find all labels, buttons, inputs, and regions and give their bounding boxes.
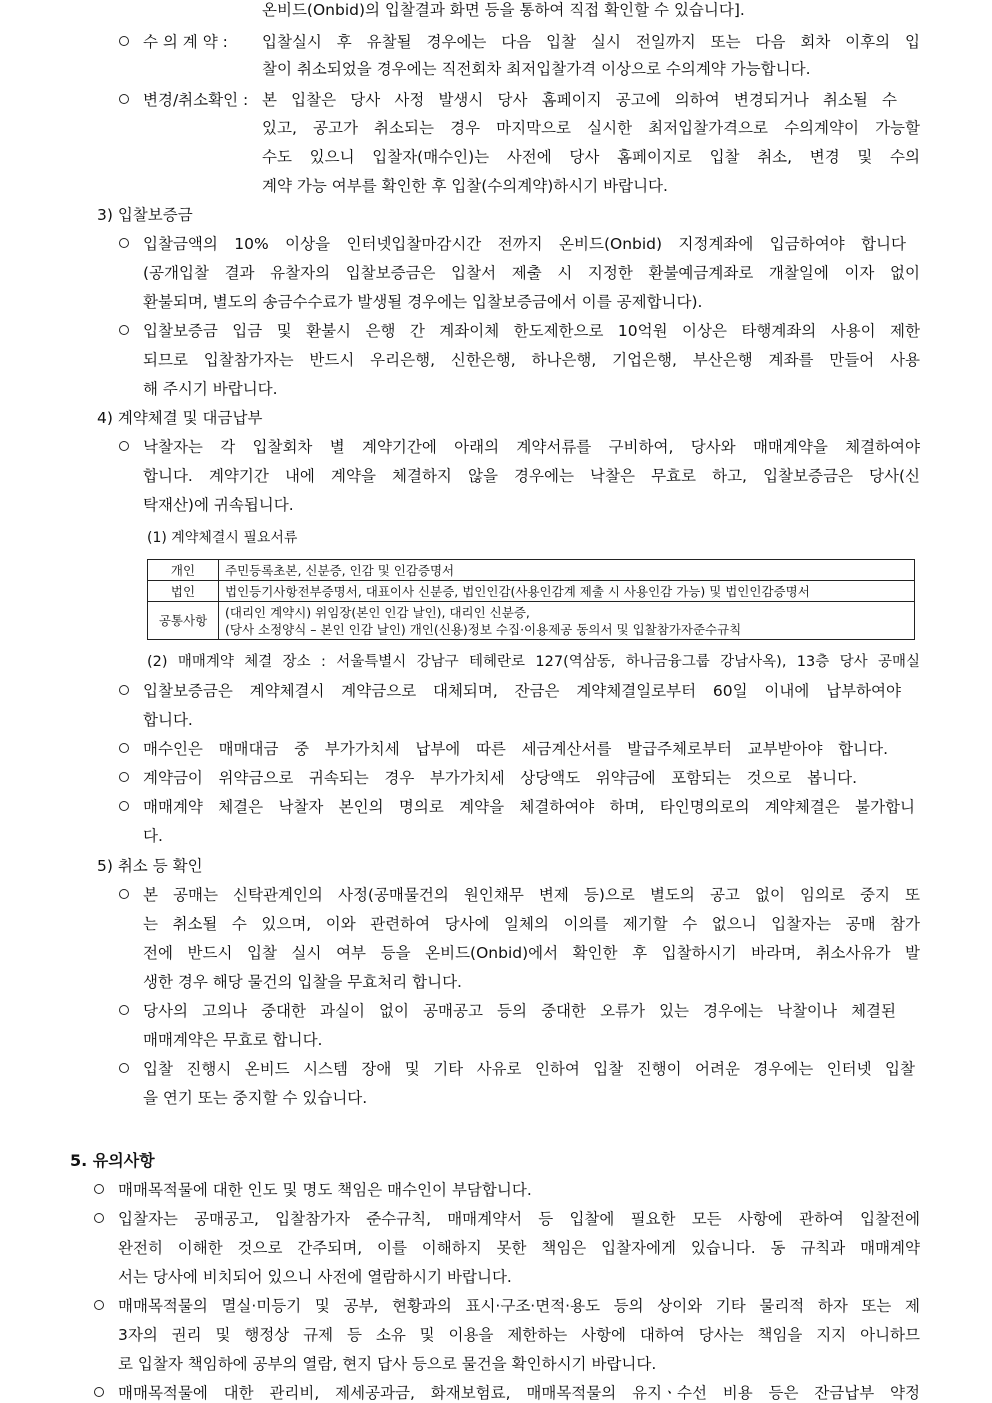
- text-line: 3자의 권리 및 행정상 규제 등 소유 및 이용을 제한하는 사항에 대하여 당사는 책임을 지지 아니하므: [118, 1326, 920, 1344]
- text-line: 완전히 이해한 것으로 간주되며, 이를 이해하지 못한 책임은 입찰자에게 있습니다. 동 규칙과 매매계약: [118, 1239, 920, 1257]
- text-line: 매매목적물의 멸실·미등기 및 공부, 현황과의 표시·구조·면적·용도 등의 상이와 기타 물리적 하자 또는 제: [118, 1297, 920, 1315]
- text-line: 환불되며, 별도의 송금수수료가 발생될 경우에는 입찰보증금에서 이를 공제합니다).: [143, 293, 703, 311]
- text-line: 로 입찰자 책임하에 공부의 열람, 현지 답사 등으로 물건을 확인하시기 바랍니다.: [118, 1355, 657, 1373]
- section-heading: 5) 취소 등 확인: [97, 857, 203, 875]
- text-line: 찰이 취소되었을 경우에는 직전회차 최저입찰가격 이상으로 수의계약 가능합니다.: [262, 60, 811, 78]
- text-line: 전에 반드시 입찰 실시 여부 등을 온비드(Onbid)에서 확인한 후 입찰하시기 바라며, 취소사유가 발: [143, 944, 920, 962]
- text-line: 온비드(Onbid)의 입찰결과 화면 등을 통하여 직접 확인할 수 있습니다].: [262, 1, 745, 19]
- bullet-circle: [119, 1063, 129, 1073]
- cell-line: (당사 소정양식 – 본인 인감 날인) 개인(신용)정보 수집·이용제공 동의서 및 입찰참가자준수규칙: [225, 621, 742, 637]
- bullet-circle: [119, 743, 129, 753]
- bullet-circle: [94, 1184, 104, 1194]
- required-documents-table: [147, 559, 915, 640]
- text-line: 입찰보증금 입금 및 환불시 은행 간 계좌이체 한도제한으로 10억원 이상은 타행계좌의 사용이 제한: [143, 322, 920, 340]
- bullet-circle: [119, 1005, 129, 1015]
- text-line: 생한 경우 해당 물건의 입찰을 무효처리 합니다.: [143, 973, 462, 991]
- table-cell: [219, 602, 915, 640]
- text-line: (공개입찰 결과 유찰자의 입찰보증금은 입찰서 제출 시 지정한 환불예금계좌로 개찰일에 이자 없이: [143, 264, 920, 282]
- text-line: 해 주시기 바랍니다.: [143, 380, 278, 398]
- text-line: 입찰금액의 10% 이상을 인터넷입찰마감시간 전까지 온비드(Onbid) 지정계좌에 입금하여야 합니다: [143, 235, 906, 253]
- bullet-circle: [119, 772, 129, 782]
- bullet-circle: [94, 1213, 104, 1223]
- table-cell: 주민등록초본, 신분증, 인감 및 인감증명서: [219, 560, 915, 581]
- bullet-circle: [119, 238, 129, 248]
- table-cell: 개인: [148, 560, 219, 581]
- section-title: 5. 유의사항: [70, 1151, 155, 1170]
- text-line: 다.: [143, 827, 163, 845]
- cell-line: (대리인 계약시) 위임장(본인 인감 날인), 대리인 신분증,: [225, 604, 530, 620]
- text-line: 합니다.: [143, 711, 193, 729]
- text-line: 당사의 고의나 중대한 과실이 없이 공매공고 등의 중대한 오류가 있는 경우에는 낙찰이나 체결된: [143, 1002, 896, 1020]
- text-line: 계약 가능 여부를 확인한 후 입찰(수의계약)하시기 바랍니다.: [262, 177, 668, 195]
- text-line: 매수인은 매매대금 중 부가가치세 납부에 따른 세금계산서를 발급주체로부터 교부받아야 합니다.: [143, 740, 888, 758]
- table-row: [148, 602, 915, 640]
- text-line: 합니다. 계약기간 내에 계약을 체결하지 않을 경우에는 낙찰은 무효로 하고, 입찰보증금은 당사(신: [143, 467, 920, 485]
- text-line: 수도 있으니 입찰자(매수인)는 사전에 당사 홈페이지로 입찰 취소, 변경 및 수의: [262, 148, 920, 166]
- bullet-circle: [119, 441, 129, 451]
- text-line: 입찰 진행시 온비드 시스템 장애 및 기타 사유로 인하여 입찰 진행이 어려운 경우에는 인터넷 입찰: [143, 1060, 915, 1078]
- bullet-circle: [94, 1387, 104, 1397]
- text-line: 입찰실시 후 유찰될 경우에는 다음 입찰 실시 전일까지 또는 다음 회차 이후의 입: [262, 33, 920, 51]
- table-row: [148, 560, 915, 581]
- text-line: 입찰보증금은 계약체결시 계약금으로 대체되며, 잔금은 계약체결일로부터 60일 이내에 납부하여야: [143, 682, 901, 700]
- text-line: 있고, 공고가 취소되는 경우 마지막으로 실시한 최저입찰가격으로 수의계약이 가능할: [262, 119, 920, 137]
- text-line: 매매계약은 무효로 합니다.: [143, 1031, 323, 1049]
- text-line: 는 취소될 수 있으며, 이와 관련하여 당사에 일체의 이의를 제기할 수 없으니 입찰자는 공매 참가: [143, 915, 920, 933]
- table-cell: 법인등기사항전부증명서, 대표이사 신분증, 법인인감(사용인감계 제출 시 사용인감 가능) 및 법인인감증명서: [219, 581, 915, 602]
- bullet-circle: [119, 801, 129, 811]
- text-line: 입찰자는 공매공고, 입찰참가자 준수규칙, 매매계약서 등 입찰에 필요한 모든 사항에 관하여 입찰전에: [118, 1210, 920, 1228]
- table-row: [148, 581, 915, 602]
- bullet-circle: [119, 36, 129, 46]
- section-heading: 4) 계약체결 및 대금납부: [97, 409, 263, 427]
- bullet-circle: [119, 685, 129, 695]
- text-line: 매매목적물에 대한 인도 및 명도 책임은 매수인이 부담합니다.: [118, 1181, 532, 1199]
- text-line: 본 공매는 신탁관계인의 사정(공매물건의 원인채무 변제 등)으로 별도의 공고 없이 임의로 중지 또: [143, 886, 920, 904]
- text-line: 낙찰자는 각 입찰회차 별 계약기간에 아래의 계약서류를 구비하여, 당사와 매매계약을 체결하여야: [143, 438, 920, 456]
- section-heading: 3) 입찰보증금: [97, 206, 193, 224]
- bullet-circle: [119, 94, 129, 104]
- text-line: 되므로 입찰참가자는 반드시 우리은행, 신한은행, 하나은행, 기업은행, 부산은행 계좌를 만들어 사용: [143, 351, 920, 369]
- text-line: 매매계약 체결은 낙찰자 본인의 명의로 계약을 체결하여야 하며, 타인명의로의 계약체결은 불가합니: [143, 798, 915, 816]
- table-cell: 공통사항: [148, 602, 219, 640]
- text-line: 서는 당사에 비치되어 있으니 사전에 열람하시기 바랍니다.: [118, 1268, 512, 1286]
- bullet-circle: [119, 889, 129, 899]
- text-line: (2) 매매계약 체결 장소 : 서울특별시 강남구 테헤란로 127(역삼동, 하나금융그룹 강남사옥), 13층 당사 공매실: [147, 654, 920, 670]
- text-line: 탁재산)에 귀속됩니다.: [143, 496, 294, 514]
- bullet-circle: [94, 1300, 104, 1310]
- item-label: 변경/취소확인 :: [143, 91, 249, 109]
- text-line: 을 연기 또는 중지할 수 있습니다.: [143, 1089, 368, 1107]
- text-line: 계약금이 위약금으로 귀속되는 경우 부가가치세 상당액도 위약금에 포함되는 것으로 봅니다.: [143, 769, 857, 787]
- text-line: 본 입찰은 당사 사정 발생시 당사 홈페이지 공고에 의하여 변경되거나 취소될 수: [262, 91, 897, 109]
- bullet-circle: [119, 325, 129, 335]
- table-cell: 법인: [148, 581, 219, 602]
- text-line: 매매목적물에 대한 관리비, 제세공과금, 화재보험료, 매매목적물의 유지ㆍ수선 비용 등은 잔금납부 약정: [118, 1384, 920, 1402]
- item-label: 수 의 계 약 :: [143, 33, 228, 51]
- subheading: (1) 계약체결시 필요서류: [147, 530, 298, 546]
